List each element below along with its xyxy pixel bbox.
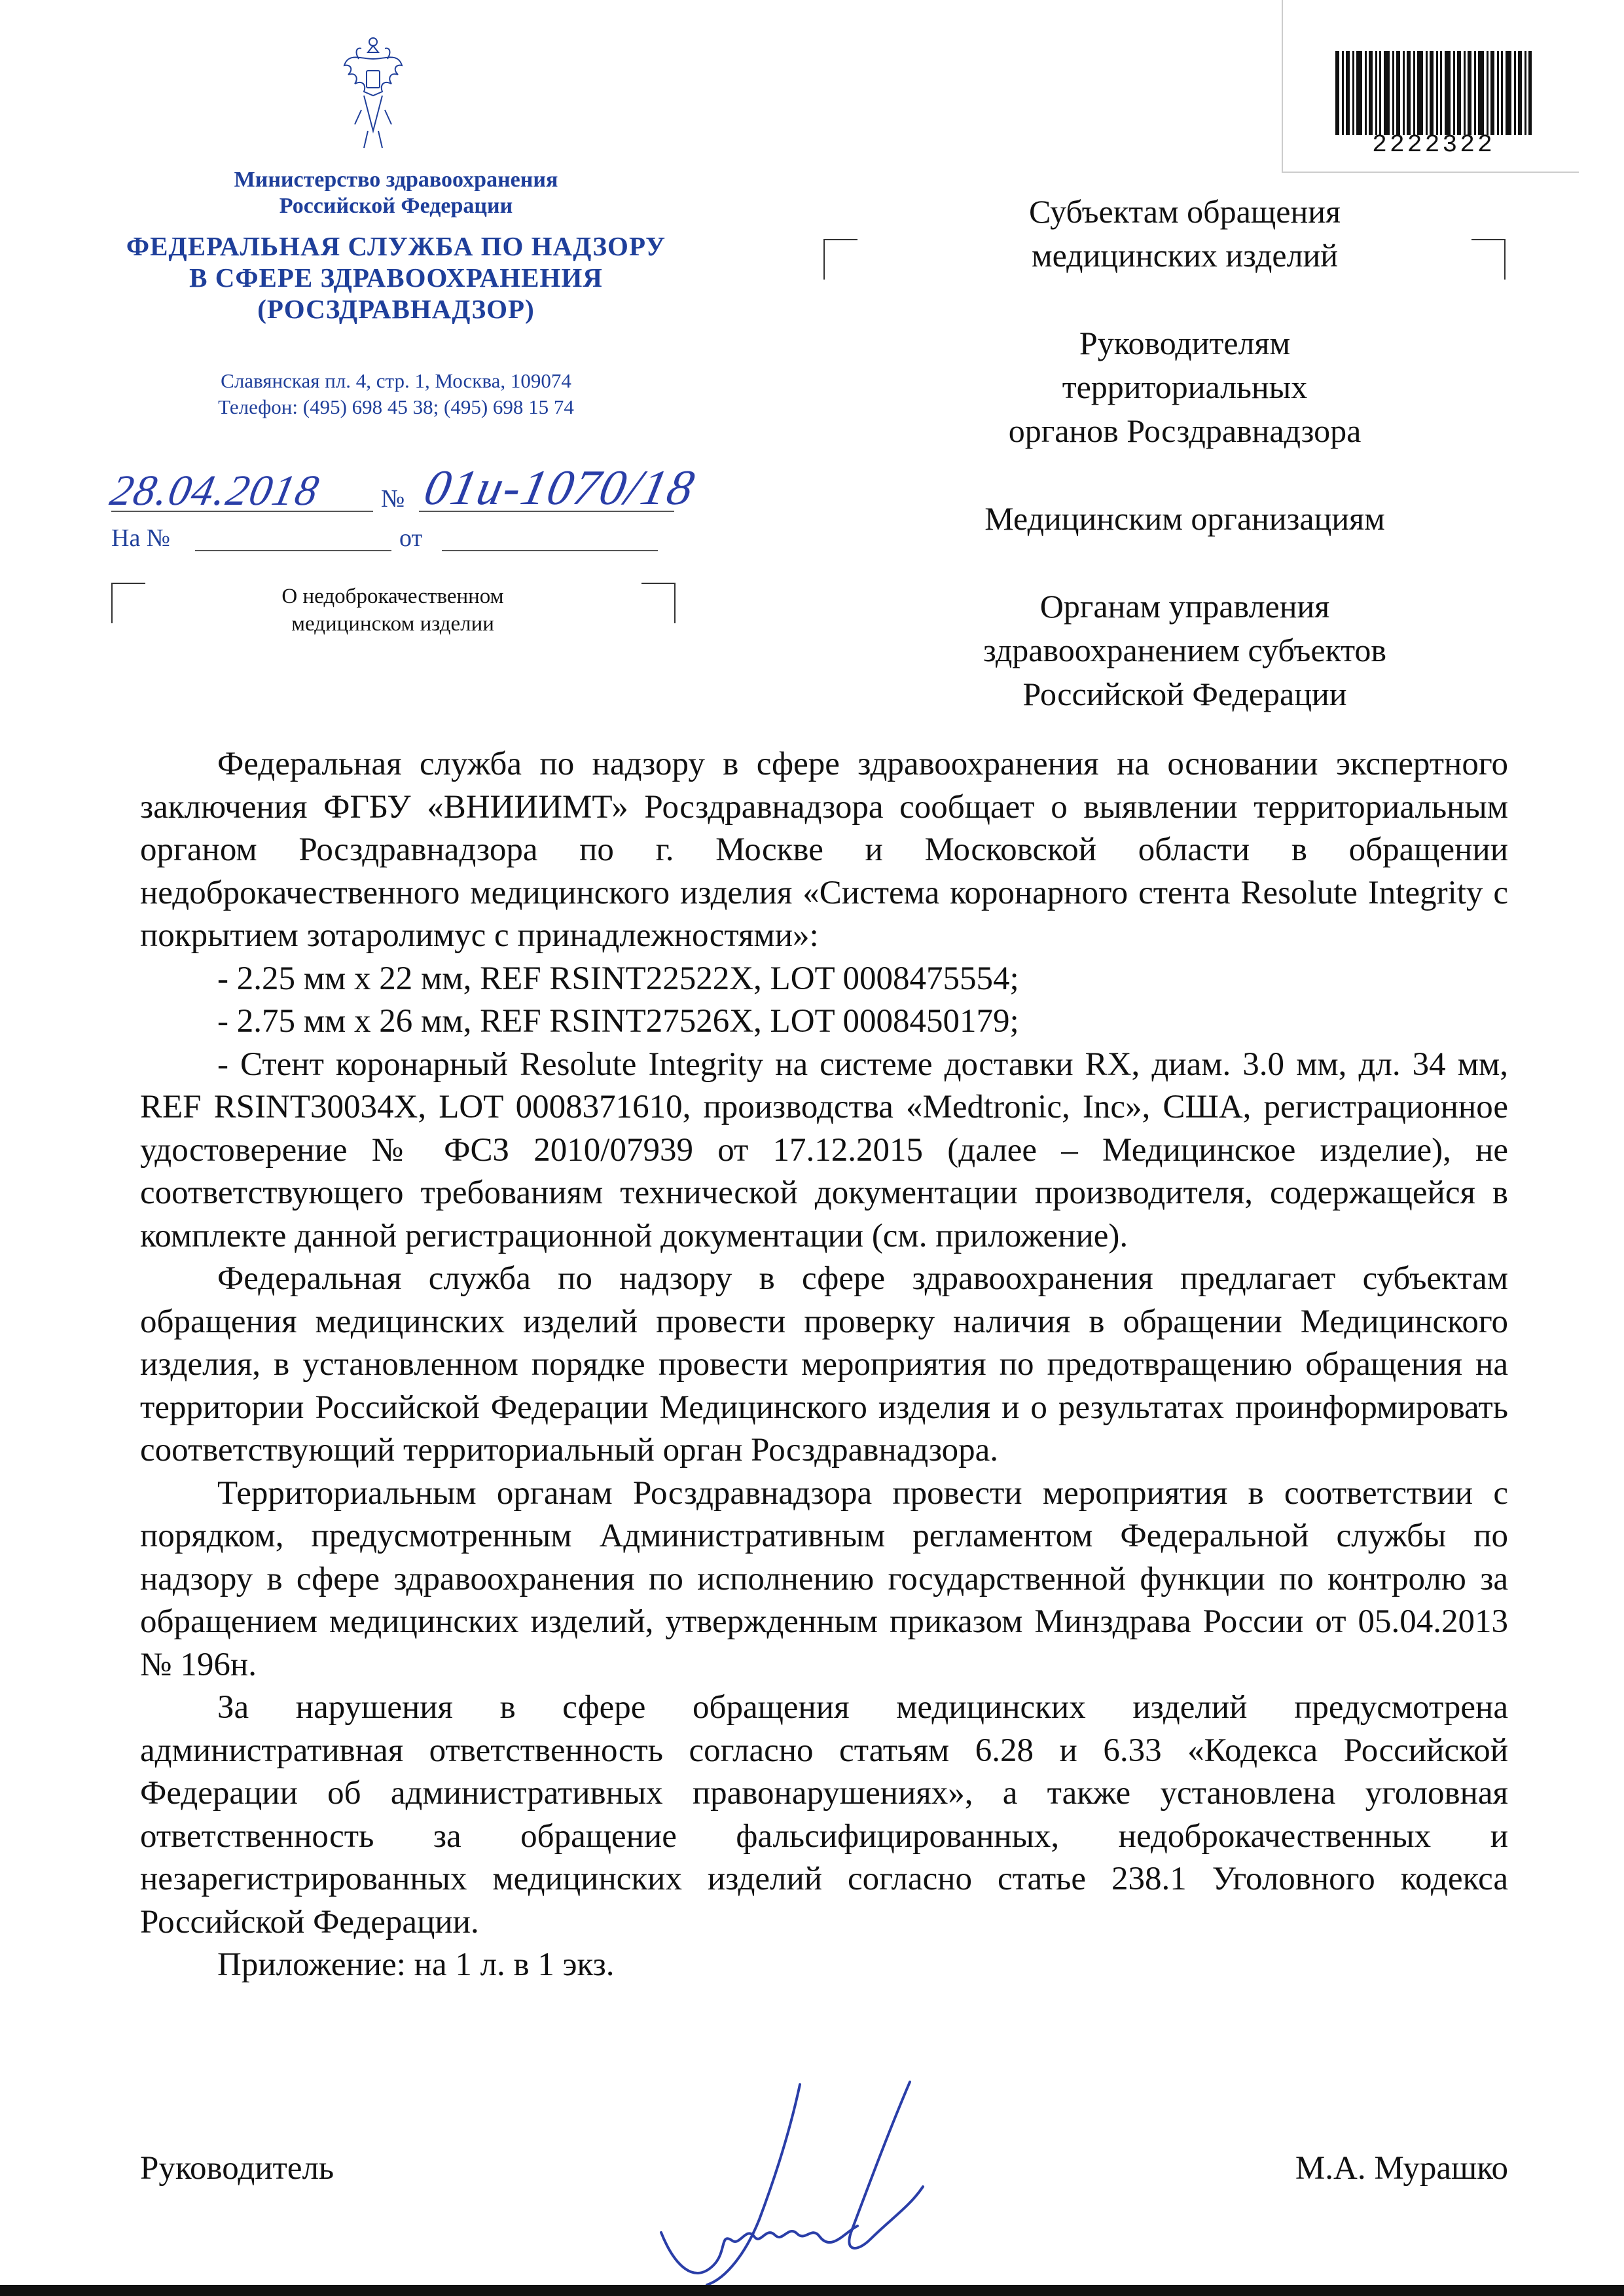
address-line2: Телефон: (495) 698 45 38; (495) 698 15 74 xyxy=(218,395,574,418)
body-paragraph-3: Территориальным органам Росздравнадзора провести мероприятия в соответствии с порядком, предусмотренным Административным регламентом Федеральной службы по надзору в сфере здравоохранения по исполнению государственной функции по контролю за обращением медицинских изделий, утвержденным приказом Минздрава России от 05.04.2013 № 196н. xyxy=(140,1474,1508,1683)
service-line2: В СФЕРЕ ЗДРАВООХРАНЕНИЯ xyxy=(189,263,603,293)
subject-corner-left xyxy=(111,583,145,623)
body-list-item-2: - 2.75 мм x 26 мм, REF RSINT27526X, LOT 0008450179; xyxy=(217,1003,1019,1040)
state-emblem-icon xyxy=(342,33,405,157)
incoming-date-line xyxy=(442,550,658,551)
attachment-note: Приложение: на 1 л. в 1 экз. xyxy=(217,1946,615,1983)
ministry-name xyxy=(111,167,681,219)
signatory-name: М.А. Мурашко xyxy=(1295,2150,1508,2187)
letter-body xyxy=(140,743,1508,1987)
incoming-date-label: от xyxy=(399,524,423,552)
body-paragraph-1: Федеральная служба по надзору в сфере здравоохранения на основании экспертного заключения ФГБУ «ВНИИИМТ» Росздравнадзора сообщает о выявлении территориальным органом Росздравнадзора по г. Москве и Московской области в обращении недоброкачественного медицинского изделия «Система коронарного стента Resolute Integrity с покрытием зотаролимус с принадлежностями»: xyxy=(140,746,1508,954)
incoming-number-line xyxy=(195,550,391,551)
handwritten-date: 28.04.2018 xyxy=(106,467,324,515)
subject-line2: медицинском изделии xyxy=(291,612,494,636)
addressee-2 xyxy=(929,321,1440,453)
addressee-2-line3: органов Росздравнадзора xyxy=(1008,412,1362,449)
addressee-4-line3: Российской Федерации xyxy=(1022,676,1347,712)
subject-line1: О недоброкачественном xyxy=(281,585,504,608)
scan-edge xyxy=(0,2285,1624,2296)
addressee-2-line1: Руководителям xyxy=(1079,325,1291,361)
addressee-4-line2: здравоохранением субъектов xyxy=(983,632,1387,668)
addressee-2-line2: территориальных xyxy=(1062,369,1308,405)
ministry-line2: Российской Федерации xyxy=(279,194,513,218)
handwritten-number: 01и-1070/18 xyxy=(420,460,700,515)
date-underline xyxy=(111,511,373,512)
body-paragraph-2: Федеральная служба по надзору в сфере здравоохранения предлагает субъектам обращения медицинских изделий провести проверку наличия в обращении Медицинского изделия, в установленном порядке провести мероприятия по предотвращению обращения на территории Российской Федерации Медицинского изделия и о результатах проинформировать соответствующий территориальный орган Росздравнадзора. xyxy=(140,1260,1508,1468)
addressee-corner-right xyxy=(1471,239,1506,280)
subject-corner-right xyxy=(641,583,676,623)
barcode-icon xyxy=(1335,51,1532,135)
signatory-position: Руководитель xyxy=(140,2150,334,2187)
service-line3: (РОСЗДРАВНАДЗОР) xyxy=(257,294,535,324)
ministry-line1: Министерство здравоохранения xyxy=(234,168,558,192)
number-underline xyxy=(419,511,674,512)
address-block xyxy=(111,368,681,420)
barcode-number: 2222322 xyxy=(1372,131,1495,159)
outgoing-reference xyxy=(106,453,713,525)
addressee-3-line1: Медицинским организациям xyxy=(984,500,1385,537)
addressee-4-line1: Органам управления xyxy=(1039,588,1330,625)
incoming-number-label: На № xyxy=(111,524,171,552)
addressee-1 xyxy=(929,190,1440,278)
body-list-item-1: - 2.25 мм x 22 мм, REF RSINT22522X, LOT 0008475554; xyxy=(217,960,1019,997)
addressee-1-line1: Субъектам обращения xyxy=(1029,193,1341,230)
number-label: № xyxy=(381,485,405,513)
addressee-4 xyxy=(929,585,1440,716)
body-list-item-3: - Стент коронарный Resolute Integrity на системе доставки RX, диам. 3.0 мм, дл. 34 мм, REF RSINT30034X, LOT 0008371610, производства «Medtronic, Inc», США, регистрационное удостоверение № ФСЗ 2010/07939 от 17.12.2015 (далее – Медицинское изделие), не соответствующего требованиям технической документации производителя, содержащейся в комплекте данной регистрационной документации (см. приложение). xyxy=(140,1046,1508,1254)
addressee-block xyxy=(929,190,1440,760)
subject xyxy=(196,583,589,638)
addressee-corner-left xyxy=(823,239,857,280)
service-line1: ФЕДЕРАЛЬНАЯ СЛУЖБА ПО НАДЗОРУ xyxy=(126,231,666,261)
addressee-1-line2: медицинских изделий xyxy=(1031,237,1339,274)
service-name xyxy=(85,230,707,325)
incoming-reference xyxy=(111,524,681,563)
body-paragraph-4: За нарушения в сфере обращения медицинских изделий предусмотрена административная ответственность согласно статьям 6.28 и 6.33 «Кодекса Российской Федерации об административных правонарушениях», а также установлена уголовная ответственность за обращение фальсифицированных, недоброкачественных и незарегистрированных медицинских изделий согласно статье 238.1 Уголовного кодекса Российской Федерации. xyxy=(140,1689,1508,1941)
address-line1: Славянская пл. 4, стр. 1, Москва, 109074 xyxy=(221,369,571,392)
addressee-3 xyxy=(929,497,1440,541)
signature-row xyxy=(140,2149,1508,2195)
